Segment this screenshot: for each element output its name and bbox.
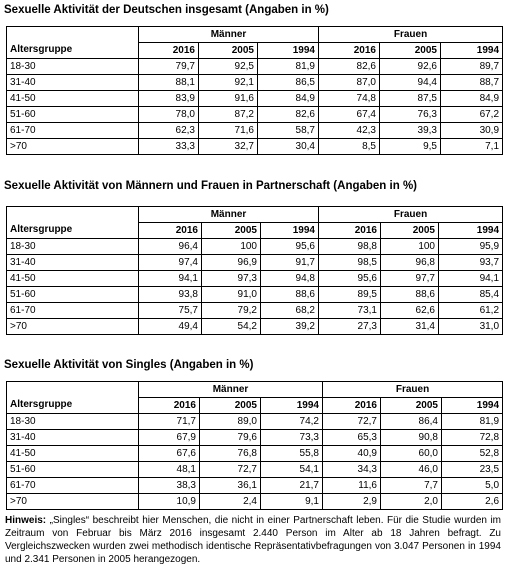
value-cell: 62,6 xyxy=(381,303,439,319)
value-cell: 67,9 xyxy=(139,430,200,446)
value-cell: 73,1 xyxy=(319,303,381,319)
footnote-label: Hinweis: xyxy=(5,515,47,526)
row-header-label: Altersgruppe xyxy=(7,223,139,239)
value-cell: 97,3 xyxy=(202,271,261,287)
age-group-cell: >70 xyxy=(7,494,139,510)
year-header: 1994 xyxy=(441,43,503,59)
value-cell: 98,5 xyxy=(319,255,381,271)
year-header: 1994 xyxy=(261,223,319,239)
value-cell: 54,1 xyxy=(261,462,323,478)
year-header: 2016 xyxy=(139,43,199,59)
group-header-row xyxy=(7,382,503,398)
table-row xyxy=(7,462,503,478)
value-cell: 54,2 xyxy=(202,319,261,335)
value-cell: 33,3 xyxy=(139,139,199,155)
table-row xyxy=(7,303,503,319)
value-cell: 95,6 xyxy=(261,239,319,255)
value-cell: 100 xyxy=(202,239,261,255)
value-cell: 94,1 xyxy=(439,271,503,287)
year-header: 1994 xyxy=(442,398,503,414)
value-cell: 60,0 xyxy=(381,446,442,462)
value-cell: 52,8 xyxy=(442,446,503,462)
table-row xyxy=(7,75,503,91)
value-cell: 89,5 xyxy=(319,287,381,303)
value-cell: 92,1 xyxy=(199,75,258,91)
table-section xyxy=(0,4,503,155)
value-cell: 89,0 xyxy=(200,414,261,430)
value-cell: 82,6 xyxy=(319,59,380,75)
table-title: Sexuelle Aktivität der Deutschen insgesamt (Angaben in %) xyxy=(4,4,329,16)
value-cell: 89,7 xyxy=(441,59,503,75)
year-header-row xyxy=(7,43,503,59)
value-cell: 10,9 xyxy=(139,494,200,510)
value-cell: 88,6 xyxy=(381,287,439,303)
value-cell: 39,3 xyxy=(380,123,441,139)
age-group-cell: 51-60 xyxy=(7,107,139,123)
value-cell: 84,9 xyxy=(441,91,503,107)
value-cell: 95,6 xyxy=(319,271,381,287)
value-cell: 81,9 xyxy=(258,59,319,75)
year-header: 2005 xyxy=(199,43,258,59)
value-cell: 97,7 xyxy=(381,271,439,287)
value-cell: 98,8 xyxy=(319,239,381,255)
row-header-label: Altersgruppe xyxy=(7,398,139,414)
table-row xyxy=(7,59,503,75)
group-header-women: Frauen xyxy=(319,27,503,43)
value-cell: 72,7 xyxy=(323,414,381,430)
age-group-cell: 31-40 xyxy=(7,75,139,91)
value-cell: 76,3 xyxy=(380,107,441,123)
year-header-row xyxy=(7,398,503,414)
value-cell: 88,1 xyxy=(139,75,199,91)
value-cell: 38,3 xyxy=(139,478,200,494)
year-header: 2016 xyxy=(139,398,200,414)
value-cell: 88,6 xyxy=(261,287,319,303)
value-cell: 75,7 xyxy=(139,303,202,319)
table-row xyxy=(7,271,503,287)
year-header: 2005 xyxy=(380,43,441,59)
age-group-cell: 18-30 xyxy=(7,414,139,430)
value-cell: 23,5 xyxy=(442,462,503,478)
empty-header-cell xyxy=(7,207,139,223)
value-cell: 42,3 xyxy=(319,123,380,139)
value-cell: 68,2 xyxy=(261,303,319,319)
year-header: 2016 xyxy=(319,223,381,239)
value-cell: 94,4 xyxy=(380,75,441,91)
table-body xyxy=(7,414,503,510)
age-group-cell: 61-70 xyxy=(7,478,139,494)
year-header: 1994 xyxy=(258,43,319,59)
data-table xyxy=(6,381,503,510)
value-cell: 73,3 xyxy=(261,430,323,446)
value-cell: 94,8 xyxy=(261,271,319,287)
value-cell: 71,7 xyxy=(139,414,200,430)
value-cell: 83,9 xyxy=(139,91,199,107)
value-cell: 30,9 xyxy=(441,123,503,139)
empty-header-cell xyxy=(7,27,139,43)
value-cell: 74,8 xyxy=(319,91,380,107)
value-cell: 39,2 xyxy=(261,319,319,335)
value-cell: 91,0 xyxy=(202,287,261,303)
table-title: Sexuelle Aktivität von Männern und Frauen in Partnerschaft (Angaben in %) xyxy=(4,180,418,192)
value-cell: 31,0 xyxy=(439,319,503,335)
year-header: 2005 xyxy=(200,398,261,414)
table-row xyxy=(7,430,503,446)
value-cell: 91,7 xyxy=(261,255,319,271)
table-title: Sexuelle Aktivität von Singles (Angaben in %) xyxy=(4,359,254,371)
value-cell: 87,5 xyxy=(380,91,441,107)
year-header: 1994 xyxy=(261,398,323,414)
value-cell: 96,4 xyxy=(139,239,202,255)
table-body xyxy=(7,239,503,335)
value-cell: 92,6 xyxy=(380,59,441,75)
year-header: 2016 xyxy=(319,43,380,59)
value-cell: 30,4 xyxy=(258,139,319,155)
age-group-cell: 61-70 xyxy=(7,123,139,139)
value-cell: 7,1 xyxy=(441,139,503,155)
group-header-row xyxy=(7,27,503,43)
value-cell: 62,3 xyxy=(139,123,199,139)
age-group-cell: 61-70 xyxy=(7,303,139,319)
group-header-women: Frauen xyxy=(323,382,503,398)
value-cell: 36,1 xyxy=(200,478,261,494)
age-group-cell: 41-50 xyxy=(7,271,139,287)
table-section xyxy=(0,359,503,510)
value-cell: 2,4 xyxy=(200,494,261,510)
value-cell: 46,0 xyxy=(381,462,442,478)
value-cell: 48,1 xyxy=(139,462,200,478)
table-row xyxy=(7,139,503,155)
table-row xyxy=(7,319,503,335)
table-row xyxy=(7,494,503,510)
value-cell: 79,6 xyxy=(200,430,261,446)
value-cell: 2,0 xyxy=(381,494,442,510)
group-header-men: Männer xyxy=(139,207,319,223)
value-cell: 94,1 xyxy=(139,271,202,287)
year-header: 2005 xyxy=(381,223,439,239)
value-cell: 55,8 xyxy=(261,446,323,462)
age-group-cell: >70 xyxy=(7,319,139,335)
group-header-row xyxy=(7,207,503,223)
table-body xyxy=(7,59,503,155)
year-header: 2005 xyxy=(381,398,442,414)
value-cell: 72,8 xyxy=(442,430,503,446)
age-group-cell: 41-50 xyxy=(7,91,139,107)
value-cell: 93,7 xyxy=(439,255,503,271)
value-cell: 93,8 xyxy=(139,287,202,303)
table-row xyxy=(7,239,503,255)
value-cell: 65,3 xyxy=(323,430,381,446)
value-cell: 96,8 xyxy=(381,255,439,271)
year-header: 2016 xyxy=(323,398,381,414)
value-cell: 95,9 xyxy=(439,239,503,255)
group-header-men: Männer xyxy=(139,27,319,43)
data-table xyxy=(6,26,503,155)
value-cell: 7,7 xyxy=(381,478,442,494)
value-cell: 9,5 xyxy=(380,139,441,155)
year-header: 2005 xyxy=(202,223,261,239)
value-cell: 2,6 xyxy=(442,494,503,510)
group-header-women: Frauen xyxy=(319,207,503,223)
value-cell: 96,9 xyxy=(202,255,261,271)
value-cell: 86,4 xyxy=(381,414,442,430)
value-cell: 61,2 xyxy=(439,303,503,319)
value-cell: 79,2 xyxy=(202,303,261,319)
value-cell: 88,7 xyxy=(441,75,503,91)
value-cell: 27,3 xyxy=(319,319,381,335)
footnote xyxy=(5,514,501,566)
age-group-cell: 41-50 xyxy=(7,446,139,462)
value-cell: 9,1 xyxy=(261,494,323,510)
age-group-cell: 18-30 xyxy=(7,59,139,75)
value-cell: 85,4 xyxy=(439,287,503,303)
value-cell: 67,2 xyxy=(441,107,503,123)
table-section xyxy=(0,180,503,335)
table-row xyxy=(7,255,503,271)
age-group-cell: 18-30 xyxy=(7,239,139,255)
group-header-men: Männer xyxy=(139,382,323,398)
value-cell: 82,6 xyxy=(258,107,319,123)
age-group-cell: 51-60 xyxy=(7,287,139,303)
data-table xyxy=(6,206,503,335)
value-cell: 31,4 xyxy=(381,319,439,335)
age-group-cell: 31-40 xyxy=(7,430,139,446)
table-row xyxy=(7,123,503,139)
value-cell: 21,7 xyxy=(261,478,323,494)
table-row xyxy=(7,91,503,107)
value-cell: 67,6 xyxy=(139,446,200,462)
value-cell: 86,5 xyxy=(258,75,319,91)
year-header: 1994 xyxy=(439,223,503,239)
table-row xyxy=(7,287,503,303)
table-row xyxy=(7,414,503,430)
value-cell: 79,7 xyxy=(139,59,199,75)
value-cell: 100 xyxy=(381,239,439,255)
value-cell: 2,9 xyxy=(323,494,381,510)
value-cell: 97,4 xyxy=(139,255,202,271)
value-cell: 49,4 xyxy=(139,319,202,335)
table-row xyxy=(7,107,503,123)
value-cell: 11,6 xyxy=(323,478,381,494)
age-group-cell: 51-60 xyxy=(7,462,139,478)
footnote-text: „Singles“ beschreibt hier Menschen, die nicht in einer Partnerschaft leben. Für die Studie wurden im Zeitraum von Februar bis März 2016 insgesamt 2.440 Person im Alter ab 18 Jahren befragt. Zu Vergleichszwecken wurden zwei methodisch identische Repräsentativbefragungen von 3.047 Personen in 1994 und 2.341 Personen in 2005 herangezogen. xyxy=(5,515,501,565)
value-cell: 34,3 xyxy=(323,462,381,478)
age-group-cell: 31-40 xyxy=(7,255,139,271)
value-cell: 58,7 xyxy=(258,123,319,139)
value-cell: 84,9 xyxy=(258,91,319,107)
age-group-cell: >70 xyxy=(7,139,139,155)
year-header: 2016 xyxy=(139,223,202,239)
value-cell: 5,0 xyxy=(442,478,503,494)
value-cell: 71,6 xyxy=(199,123,258,139)
value-cell: 32,7 xyxy=(199,139,258,155)
value-cell: 90,8 xyxy=(381,430,442,446)
table-row xyxy=(7,446,503,462)
value-cell: 74,2 xyxy=(261,414,323,430)
value-cell: 92,5 xyxy=(199,59,258,75)
value-cell: 87,2 xyxy=(199,107,258,123)
value-cell: 8,5 xyxy=(319,139,380,155)
value-cell: 76,8 xyxy=(200,446,261,462)
row-header-label: Altersgruppe xyxy=(7,43,139,59)
table-row xyxy=(7,478,503,494)
value-cell: 67,4 xyxy=(319,107,380,123)
year-header-row xyxy=(7,223,503,239)
value-cell: 87,0 xyxy=(319,75,380,91)
value-cell: 40,9 xyxy=(323,446,381,462)
value-cell: 81,9 xyxy=(442,414,503,430)
empty-header-cell xyxy=(7,382,139,398)
value-cell: 91,6 xyxy=(199,91,258,107)
value-cell: 72,7 xyxy=(200,462,261,478)
value-cell: 78,0 xyxy=(139,107,199,123)
